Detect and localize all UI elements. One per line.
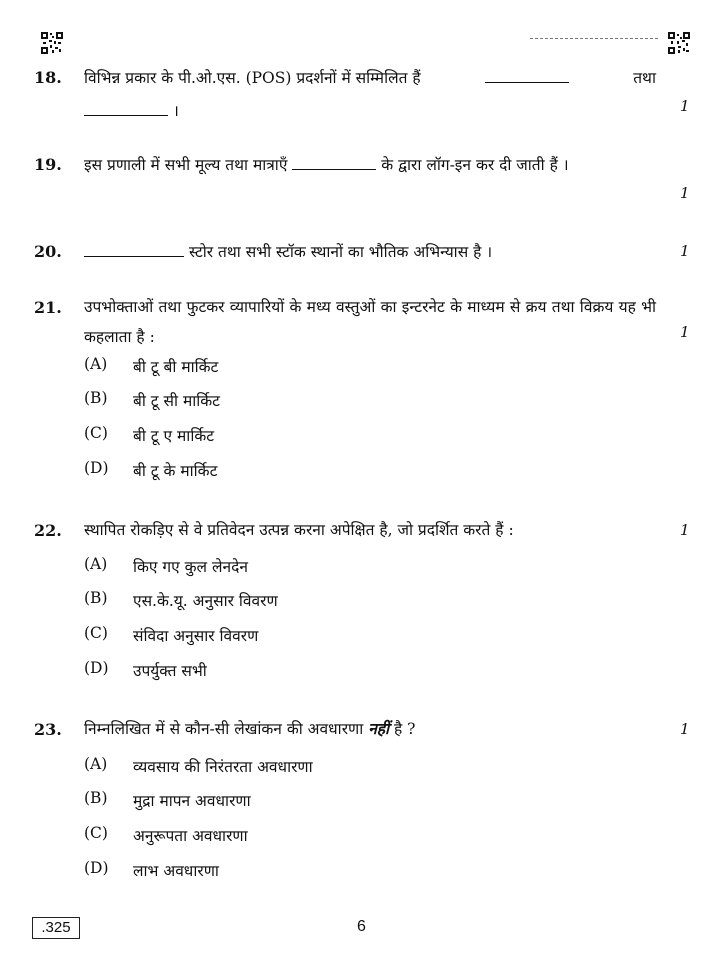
question-text-part: निम्नलिखित में से कौन-सी लेखांकन की अवधारणा [84,720,364,738]
question-text-part: के द्वारा लॉग-इन कर दी जाती हैं । [381,156,569,174]
option-text: बी टू सी मार्किट [133,392,220,410]
option-text: अनुरूपता अवधारणा [133,827,248,845]
marks: 1 [680,184,690,202]
option-label: (B) [84,789,108,807]
option-text: बी टू ए मार्किट [133,427,215,445]
header-barcode-line [530,38,658,39]
option-text: बी टू के मार्किट [133,462,218,480]
question-text [84,237,656,267]
option-label: (C) [84,624,108,642]
option-text: एस.के.यू. अनुसार विवरण [133,592,278,610]
question-text [84,150,656,180]
page-number: 6 [357,918,366,935]
option-label: (D) [84,459,109,477]
option-text: किए गए कुल लेनदेन [133,558,248,576]
question-text [84,714,656,744]
option-label: (D) [84,659,109,677]
question-text-part: । [172,102,179,120]
option-label: (B) [84,589,108,607]
marks: 1 [680,242,690,260]
option-label: (A) [84,355,108,373]
option-label: (D) [84,859,109,877]
question-text-part: विभिन्न प्रकार के पी.ओ.एस. (POS) प्रदर्शनों में सम्मिलित हैं [84,69,421,87]
question-text [84,63,656,126]
option-label: (B) [84,389,108,407]
emphasis-text: नहीं [368,719,390,738]
option-text: लाभ अवधारणा [133,862,219,880]
option-text: व्यवसाय की निरंतरता अवधारणा [133,758,313,776]
option-label: (C) [84,824,108,842]
question-number: 20. [34,242,62,261]
question-text: उपभोक्ताओं तथा फुटकर व्यापारियों के मध्य वस्तुओं का इन्टरनेट के माध्यम से क्रय तथा विक्रय यह भी कहलाता है : [84,298,656,346]
option-text: उपर्युक्त सभी [133,662,207,680]
option-label: (C) [84,424,108,442]
question-text-part: तथा [633,69,656,87]
marks: 1 [680,97,690,115]
qr-code-icon [668,32,690,54]
answer-blank [84,101,168,116]
marks: 1 [680,521,690,539]
question-number: 22. [34,521,62,540]
option-text: बी टू बी मार्किट [133,358,219,376]
question-number: 21. [34,298,62,317]
marks: 1 [680,720,690,738]
option-label: (A) [84,755,108,773]
option-text: मुद्रा मापन अवधारणा [133,792,251,810]
answer-blank [485,68,569,83]
answer-blank [292,155,376,170]
question-text-part: स्टोर तथा सभी स्टॉक स्थानों का भौतिक अभिन्यास है । [188,243,493,261]
option-text: संविदा अनुसार विवरण [133,627,259,645]
qr-code-icon [41,32,63,54]
option-label: (A) [84,555,108,573]
question-number: 18. [34,68,62,87]
paper-code-box: .325 [32,917,80,939]
marks: 1 [680,323,690,341]
question-number: 23. [34,720,62,739]
question-text-part: इस प्रणाली में सभी मूल्य तथा मात्राएँ [84,156,288,174]
question-text: स्थापित रोकड़िए से वे प्रतिवेदन उत्पन्न करना अपेक्षित है, जो प्रदर्शित करते हैं : [84,521,514,539]
answer-blank [84,242,184,257]
question-number: 19. [34,155,62,174]
question-text-part: है ? [394,720,416,738]
